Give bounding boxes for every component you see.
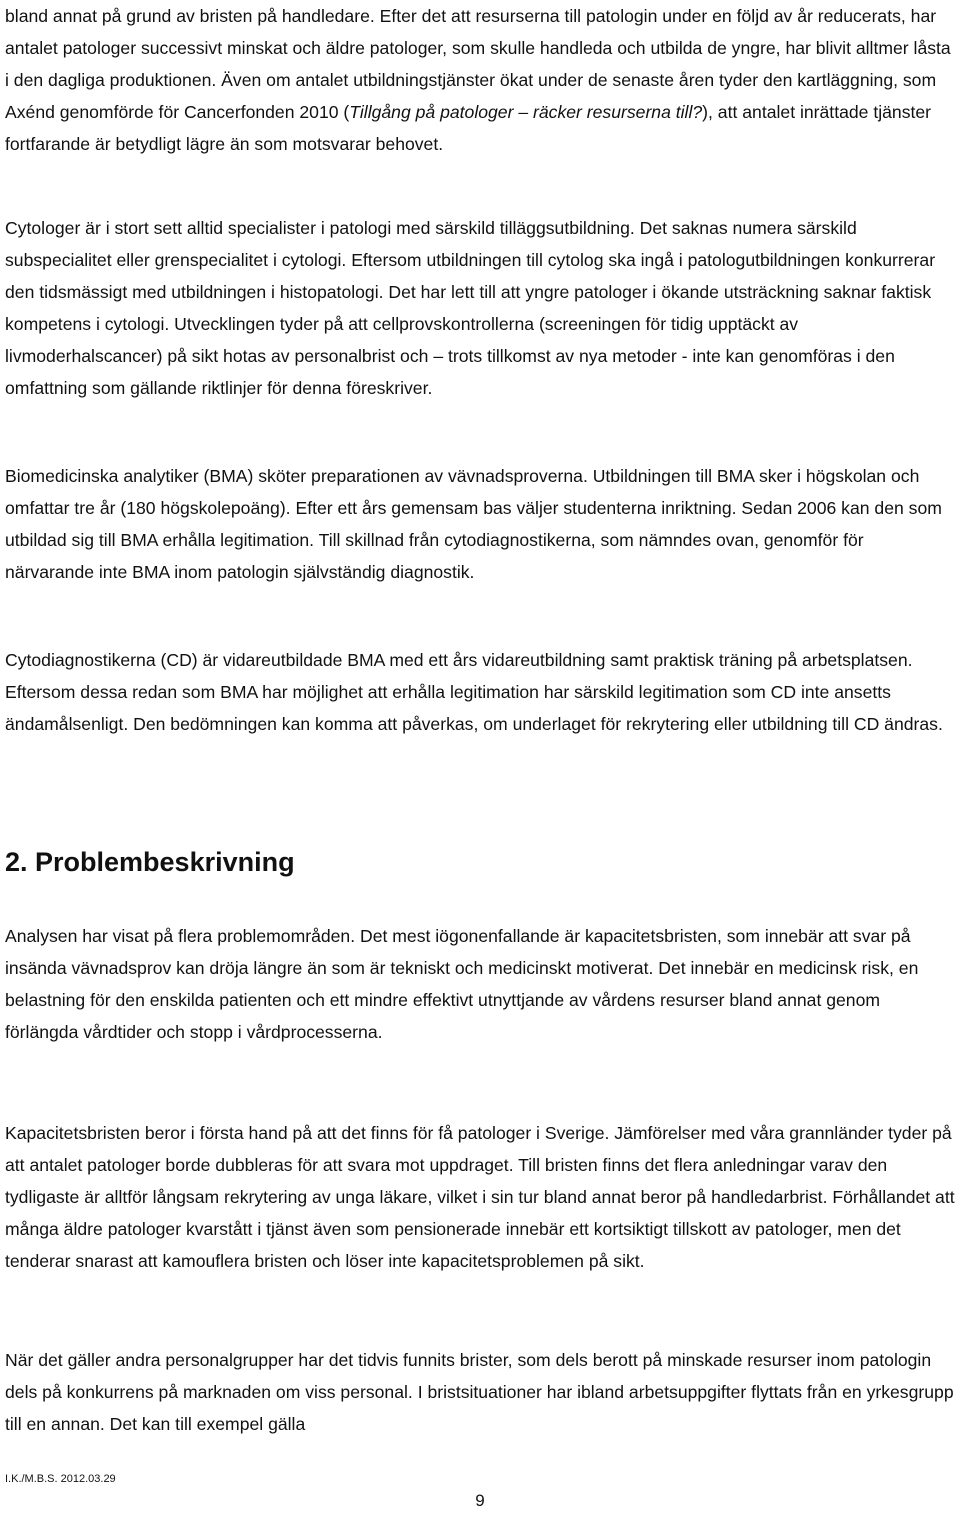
paragraph-capacity-shortage: Kapacitetsbristen beror i första hand på att det finns för få patologer i Sverige. Jämförelser med våra grannländer tyder på att antalet patologer borde dubbleras för att svara mot uppdraget. Till bristen finns det flera anledningar varav den tydligaste är alltför långsam rekrytering av unga läkare, vilket i sin tur bland annat beror på handledarbrist. Förhållandet att många äldre patologer kvarstått i tjänst även som pensionerade innebär ett kortsiktigt tillskott av patologer, men det tenderar snarast att kamouflera bristen och löser inte kapacitetsproblemen på sikt. bbox=[5, 1123, 955, 1272]
section-heading: 2. Problembeskrivning bbox=[5, 847, 295, 877]
paragraph-other-staff: När det gäller andra personalgrupper har det tidvis funnits brister, som dels berott på minskade resurser inom patologin dels på konkurrens på marknaden om viss personal. I bristsituationer har ibland arbetsuppgifter flyttats från en yrkesgrupp till en annan. Det kan till exempel gälla bbox=[5, 1350, 954, 1435]
paragraph-cytodiagnosticians: Cytodiagnostikerna (CD) är vidareutbildade BMA med ett års vidareutbildning samt praktisk träning på arbetsplatsen. Eftersom dessa redan som BMA har möjlighet att erhålla legitimation har särskild legitimation som CD inte ansetts ändamålsenligt. Den bedömningen kan komma att påverkas, om underlaget för rekrytering eller utbildning till CD ändras. bbox=[5, 650, 943, 735]
report-title-italic: Tillgång på patologer – räcker resurserna till? bbox=[349, 102, 703, 123]
page-number: 9 bbox=[475, 1491, 485, 1510]
paragraph-cytologists: Cytologer är i stort sett alltid specialister i patologi med särskild tilläggsutbildning. Det saknas numera särskild subspecialitet eller grenspecialitet i cytologi. Eftersom utbildningen till cytolog ska ingå i patologutbildningen konkurrerar den tidsmässigt med utbildningen i histopatologi. Det har lett till att yngre patologer i ökande utsträckning saknar faktisk kompetens i cytologi. Utvecklingen tyder på att cellprovskontrollerna (screeningen för tidig upptäckt av livmoderhalscancer) på sikt hotas av personalbrist och – trots tillkomst av nya metoder - inte kan genomföras i den omfattning som gällande riktlinjer för denna föreskriver. bbox=[5, 218, 936, 399]
footer-document-id: I.K./M.B.S. 2012.03.29 bbox=[5, 1473, 116, 1485]
paragraph-problem-analysis: Analysen har visat på flera problemområden. Det mest iögonenfallande är kapacitetsbristen, som innebär att svar på insända vävnadsprov kan dröja längre än som är tekniskt och medicinskt motiverat. Det innebär en medicinsk risk, en belastning för den enskilda patienten och ett mindre effektivt utnyttjande av vårdens resurser bland annat genom förlängda vårdtider och stopp i vårdprocesserna. bbox=[5, 926, 919, 1043]
paragraph-text: bland annat på grund av bristen på handledare. Efter det att resurserna till patologin under en följd av år reducerats, har antalet patologer successivt minskat och äldre patologer, som skulle handleda och utbilda de yngre, har blivit alltmer låsta i den dagliga produktionen. Även om antalet utbildningstjänster ökat under de senaste åren tyder den kartläggning, som Axénd genomförde för Cancerfonden 2010 ( bbox=[5, 6, 951, 123]
paragraph-text-continued: ), att antalet inrättade tjänster fortfarande är betydligt lägre än som motsvarar behovet. bbox=[5, 102, 932, 155]
paragraph-pathologist-shortage bbox=[5, 0, 955, 160]
paragraph-biomedical-analysts: Biomedicinska analytiker (BMA) sköter preparationen av vävnadsproverna. Utbildningen till BMA sker i högskolan och omfattar tre år (180 högskolepoäng). Efter ett års gemensam bas väljer studenterna inriktning. Sedan 2006 kan den som utbildad sig till BMA erhålla legitimation. Till skillnad från cytodiagnostikerna, som nämndes ovan, genomför för närvarande inte BMA inom patologin självständig diagnostik. bbox=[5, 466, 942, 583]
